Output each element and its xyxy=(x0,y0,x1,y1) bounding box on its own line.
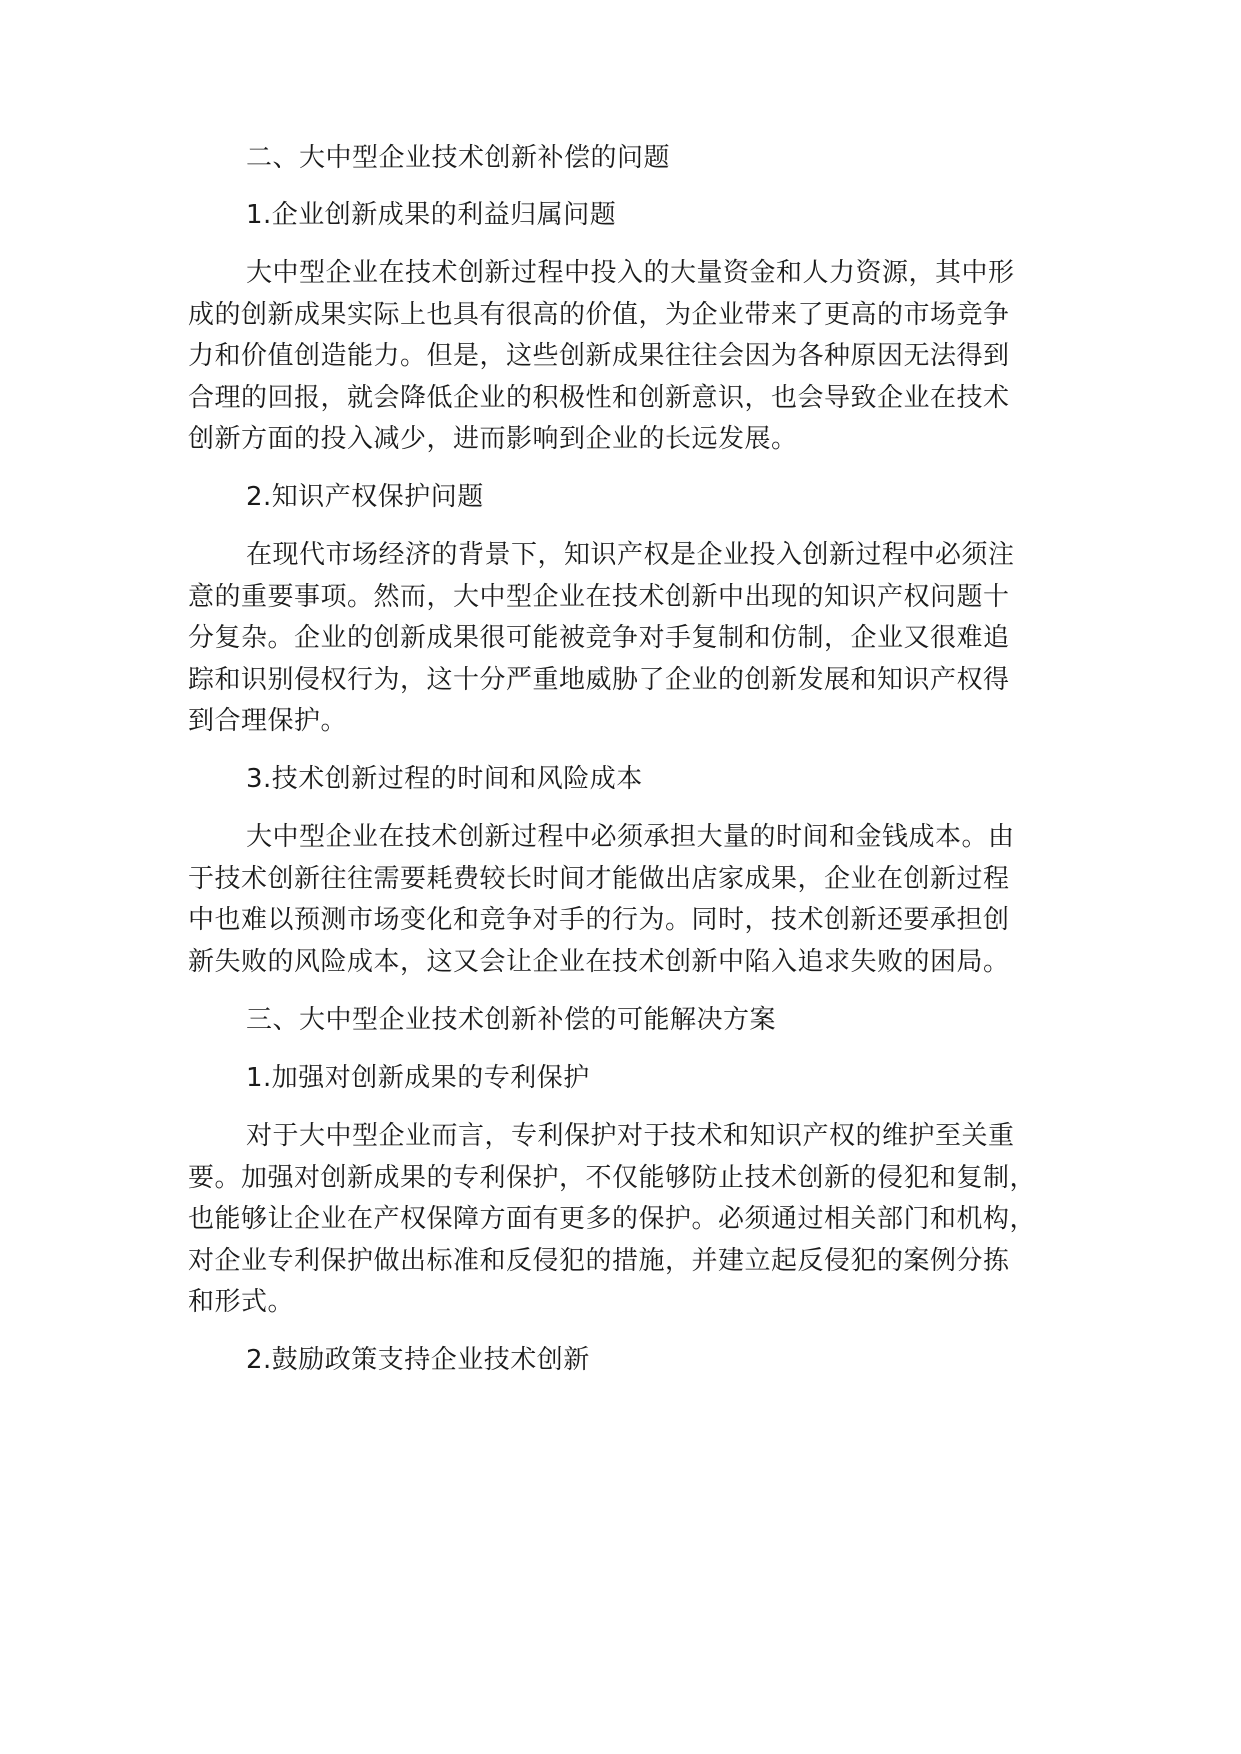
paragraph-line: 对企业专利保护做出标准和反侵犯的措施，并建立起反侵犯的案例分拣 xyxy=(188,1246,1010,1276)
paragraph-line: 大中型企业在技术创新过程中必须承担大量的时间和金钱成本。由 xyxy=(246,822,1015,852)
section-heading-3: 三、大中型企业技术创新补偿的可能解决方案 xyxy=(246,1005,777,1035)
paragraph-line: 中也难以预测市场变化和竞争对手的行为。同时，技术创新还要承担创 xyxy=(188,905,1010,935)
subheading-3-2: 2.鼓励政策支持企业技术创新 xyxy=(246,1345,590,1375)
subheading-2-2: 2.知识产权保护问题 xyxy=(246,482,484,512)
subheading-2-3: 3.技术创新过程的时间和风险成本 xyxy=(246,764,643,794)
paragraph-line: 成的创新成果实际上也具有很高的价值，为企业带来了更高的市场竞争 xyxy=(188,300,1010,330)
paragraph-line: 意的重要事项。然而，大中型企业在技术创新中出现的知识产权问题十 xyxy=(188,582,1010,612)
paragraph-line: 也能够让企业在产权保障方面有更多的保护。必须通过相关部门和机构， xyxy=(188,1204,1037,1234)
paragraph-line: 分复杂。企业的创新成果很可能被竞争对手复制和仿制，企业又很难追 xyxy=(188,623,1010,653)
paragraph-line: 踪和识别侵权行为，这十分严重地威胁了企业的创新发展和知识产权得 xyxy=(188,665,1010,695)
section-heading-2: 二、大中型企业技术创新补偿的问题 xyxy=(246,143,671,173)
paragraph-line: 力和价值创造能力。但是，这些创新成果往往会因为各种原因无法得到 xyxy=(188,341,1010,371)
paragraph-line: 于技术创新往往需要耗费较长时间才能做出店家成果，企业在创新过程 xyxy=(188,864,1010,894)
paragraph-line: 对于大中型企业而言，专利保护对于技术和知识产权的维护至关重 xyxy=(246,1121,1015,1151)
paragraph-line: 大中型企业在技术创新过程中投入的大量资金和人力资源，其中形 xyxy=(246,258,1015,288)
paragraph-line: 在现代市场经济的背景下，知识产权是企业投入创新过程中必须注 xyxy=(246,540,1015,570)
subheading-3-1: 1.加强对创新成果的专利保护 xyxy=(246,1063,590,1093)
paragraph-line: 合理的回报，就会降低企业的积极性和创新意识，也会导致企业在技术 xyxy=(188,383,1010,413)
paragraph-line: 要。加强对创新成果的专利保护，不仅能够防止技术创新的侵犯和复制， xyxy=(188,1163,1037,1193)
paragraph-line: 和形式。 xyxy=(188,1287,295,1317)
subheading-2-1: 1.企业创新成果的利益归属问题 xyxy=(246,200,617,230)
paragraph-line: 到合理保护。 xyxy=(188,706,348,736)
paragraph-line: 新失败的风险成本，这又会让企业在技术创新中陷入追求失败的困局。 xyxy=(188,947,1010,977)
paragraph-line: 创新方面的投入减少，进而影响到企业的长远发展。 xyxy=(188,424,798,454)
